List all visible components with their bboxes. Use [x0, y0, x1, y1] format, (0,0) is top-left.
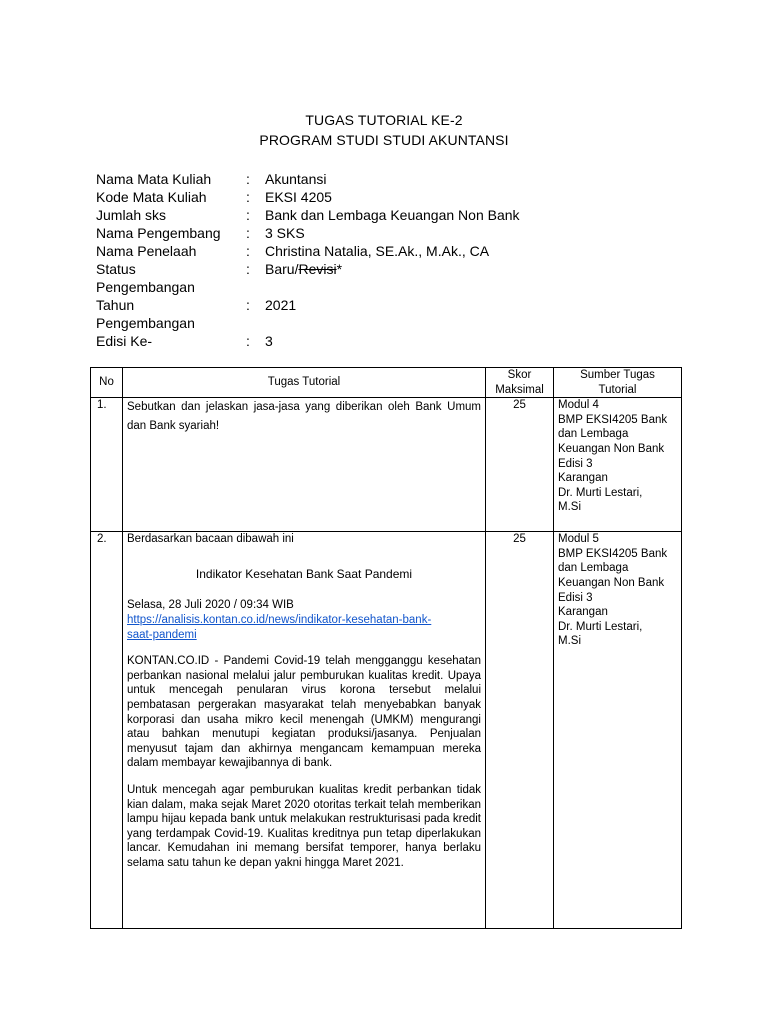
spacer — [127, 642, 481, 654]
info-value: Bank dan Lembaga Keuangan Non Bank — [265, 207, 520, 223]
article-link-line1[interactable]: https://analisis.kontan.co.id/news/indikator-kesehatan-bank- — [127, 613, 432, 626]
row-number: 2. — [91, 532, 123, 929]
info-value: 3 — [265, 333, 273, 349]
header-no: No — [91, 368, 123, 398]
info-row-developer — [96, 224, 520, 242]
info-label-line1: Status — [96, 261, 136, 277]
source-cell — [554, 532, 682, 929]
info-colon: : — [246, 207, 250, 223]
table-header-row — [91, 368, 682, 398]
source-line: M.Si — [558, 501, 581, 514]
article-source-label: KONTAN.CO.ID — [127, 655, 210, 668]
task-cell — [123, 532, 486, 929]
source-line: dan Lembaga — [558, 562, 629, 575]
info-label: Nama Pengembang — [96, 225, 221, 241]
info-row-credits — [96, 206, 520, 224]
article-link[interactable] — [127, 613, 481, 642]
info-label-line2: Pengembangan — [96, 315, 195, 331]
source-line: Keuangan Non Bank — [558, 442, 665, 455]
info-label: Edisi Ke- — [96, 333, 153, 349]
article-link-line2[interactable]: saat-pandemi — [127, 628, 197, 641]
status-asterisk: * — [336, 261, 343, 277]
source-line: Keuangan Non Bank — [558, 576, 665, 589]
source-line: dan Lembaga — [558, 428, 629, 441]
score-value: 25 — [486, 532, 554, 929]
info-value: Christina Natalia, SE.Ak., M.Ak., CA — [265, 243, 490, 259]
info-row-year — [96, 296, 520, 332]
header-score-line2: Maksimal — [495, 383, 544, 396]
info-label: Jumlah sks — [96, 207, 167, 223]
status-revision-struck: Revisi — [298, 261, 337, 277]
document-subtitle: PROGRAM STUDI STUDI AKUNTANSI — [259, 132, 509, 148]
info-label: Nama Penelaah — [96, 243, 197, 259]
table-row — [91, 532, 682, 929]
info-label-line1: Tahun — [96, 297, 135, 313]
article-title: Indikator Kesehatan Bank Saat Pandemi — [195, 566, 413, 581]
info-colon: : — [246, 333, 250, 349]
source-line: BMP EKSI4205 Bank — [558, 413, 668, 426]
tutorial-table — [90, 367, 682, 929]
document-title: TUGAS TUTORIAL KE-2 — [305, 112, 463, 128]
task-text: Sebutkan dan jelaskan jasa-jasa yang diberikan oleh Bank Umum dan Bank syariah! — [123, 398, 486, 532]
article-paragraph-text: - Pandemi Covid-19 telah mengganggu kesehatan perbankan nasional melalui jalur pemburukan kualitas kredit. Upaya untuk mencegah penularan virus korona tersebut melalui pembatasan pergerakan masyarakat telah menyebabkan banyak korporasi dan usaha mikro kecil menengah (UMKM) mengurangi atau bahkan menutupi kegiatan produksi/jasanya. Penjualan menyusut tajam dan akhirnya mengancam kemampuan mereka dalam membayar kewajibannya di bank. — [127, 655, 481, 770]
source-line: Modul 4 — [558, 399, 599, 412]
task-intro: Berdasarkan bacaan dibawah ini — [127, 533, 294, 546]
header-score — [486, 368, 554, 398]
header-source — [554, 368, 682, 398]
info-colon: : — [246, 297, 250, 313]
source-line: Karangan — [558, 472, 608, 485]
info-value-status — [265, 260, 342, 296]
info-row-status — [96, 260, 520, 296]
article-paragraph-1 — [127, 654, 481, 771]
info-value: 2021 — [265, 297, 297, 313]
source-line: Dr. Murti Lestari, — [558, 620, 643, 633]
info-value: EKSI 4205 — [265, 189, 332, 205]
row-number: 1. — [91, 398, 123, 532]
source-line: Karangan — [558, 606, 608, 619]
source-line: Edisi 3 — [558, 457, 593, 470]
info-colon: : — [246, 243, 250, 259]
info-row-edition — [96, 332, 520, 350]
article-paragraph-2: Untuk mencegah agar pemburukan kualitas kredit perbankan tidak kian dalam, maka sejak Maret 2020 otoritas terkait telah memberikan lampu hijau kepada bank untuk melakukan restrukturisasi pada kredit yang terdampak Covid-19. Kualitas kreditnya pun tetap diperlakukan lancar. Kemudahan ini memang bersifat temporer, hanya berlaku selama satu tahun ke depan yakni hingga Maret 2021. — [127, 783, 481, 869]
info-colon: : — [246, 225, 250, 241]
header-source-line2: Tutorial — [598, 383, 637, 396]
info-label — [96, 260, 246, 296]
info-row-reviewer — [96, 242, 520, 260]
info-value: 3 SKS — [265, 225, 305, 241]
header-task: Tugas Tutorial — [123, 368, 486, 398]
score-value: 25 — [486, 398, 554, 532]
article-date: Selasa, 28 Juli 2020 / 09:34 WIB — [127, 599, 294, 612]
info-label-line2: Pengembangan — [96, 279, 195, 295]
table-row — [91, 398, 682, 532]
source-cell — [554, 398, 682, 532]
source-line: M.Si — [558, 635, 581, 648]
header-score-line1: Skor — [507, 369, 532, 381]
spacer — [127, 771, 481, 783]
info-label — [96, 296, 246, 332]
source-line: Dr. Murti Lestari, — [558, 486, 643, 499]
source-line: BMP EKSI4205 Bank — [558, 547, 668, 560]
header-source-line1: Sumber Tugas — [580, 369, 655, 381]
info-row-course-name — [96, 170, 520, 188]
info-row-course-code — [96, 188, 520, 206]
source-line: Edisi 3 — [558, 591, 593, 604]
course-info-block — [96, 170, 520, 350]
info-value: Akuntansi — [265, 171, 327, 187]
info-label: Nama Mata Kuliah — [96, 171, 212, 187]
source-line: Modul 5 — [558, 533, 599, 546]
info-colon: : — [246, 171, 250, 187]
info-colon: : — [246, 261, 250, 277]
info-label: Kode Mata Kuliah — [96, 189, 207, 205]
status-new: Baru/ — [265, 261, 299, 277]
info-colon: : — [246, 189, 250, 205]
